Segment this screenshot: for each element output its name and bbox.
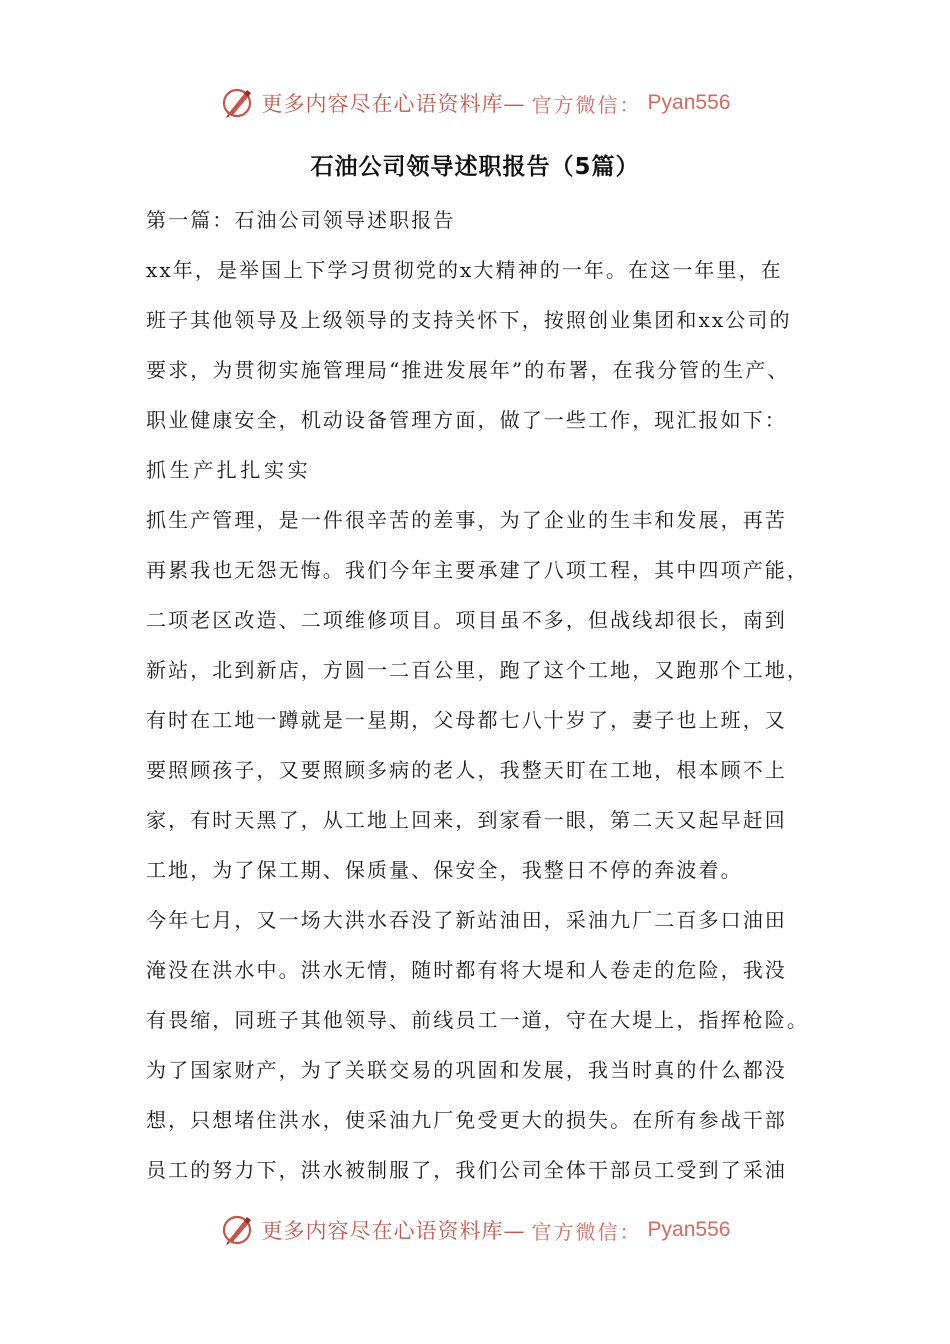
paragraph-line: 工地，为了保工期、保质量、保安全，我整日不停的奔波着。 bbox=[146, 858, 743, 882]
watermark-text: 更多内容尽在心语资料库— bbox=[261, 1219, 526, 1243]
paragraph-line: xx年，是举国上下学习贯彻党的x大精神的一年。在这一年里，在 bbox=[146, 258, 783, 282]
watermark-wechat-id: Pyan556 bbox=[647, 1218, 731, 1241]
paragraph-line: 新站，北到新店，方圆一二百公里，跑了这个工地，又跑那个工地， bbox=[146, 658, 809, 682]
pen-logo-icon bbox=[220, 1212, 256, 1248]
paragraph-line: 想，只想堵住洪水，使采油九厂免受更大的损失。在所有参战干部 bbox=[146, 1108, 787, 1132]
document-title: 石油公司领导述职报告（5篇） bbox=[310, 154, 640, 180]
paragraph-line: 员工的努力下，洪水被制服了，我们公司全体干部员工受到了采油 bbox=[146, 1158, 787, 1182]
paragraph-line: 淹没在洪水中。洪水无情，随时都有将大堤和人卷走的危险，我没 bbox=[146, 958, 787, 982]
paragraph-line: 职业健康安全，机动设备管理方面，做了一些工作，现汇报如下： bbox=[146, 408, 787, 432]
pen-logo-icon bbox=[220, 85, 256, 121]
watermark-banner-bottom bbox=[0, 1207, 950, 1253]
watermark-banner-top bbox=[0, 80, 950, 126]
paragraph-line: 要照顾孩子，又要照顾多病的老人，我整天盯在工地，根本顾不上 bbox=[146, 758, 787, 782]
section-heading: 第一篇：石油公司领导述职报告 bbox=[146, 208, 456, 232]
paragraph-line: 为了国家财产，为了关联交易的巩固和发展，我当时真的什么都没 bbox=[146, 1058, 787, 1082]
watermark-wechat-label: 官方微信： bbox=[531, 1219, 642, 1244]
watermark-wechat-id: Pyan556 bbox=[647, 91, 731, 114]
paragraph-line: 要求，为贯彻实施管理局“推进发展年”的布署，在我分管的生产、 bbox=[146, 358, 790, 382]
paragraph-line: 二项老区改造、二项维修项目。项目虽不多，但战线却很长，南到 bbox=[146, 608, 787, 632]
paragraph-line: 有时在工地一蹲就是一星期，父母都七八十岁了，妻子也上班，又 bbox=[146, 708, 787, 732]
paragraph-line: 有畏缩，同班子其他领导、前线员工一道，守在大堤上，指挥枪险。 bbox=[146, 1008, 809, 1032]
document-body bbox=[146, 198, 826, 1198]
watermark-wechat-label: 官方微信： bbox=[531, 92, 642, 117]
paragraph-line: 今年七月，又一场大洪水吞没了新站油田，采油九厂二百多口油田 bbox=[146, 908, 787, 932]
paragraph-line: 抓生产管理，是一件很辛苦的差事，为了企业的生丰和发展，再苦 bbox=[146, 508, 787, 532]
subsection-heading: 抓生产扎扎实实 bbox=[146, 458, 312, 482]
watermark-text: 更多内容尽在心语资料库— bbox=[261, 92, 526, 116]
paragraph-line: 再累我也无怨无悔。我们今年主要承建了八项工程，其中四项产能， bbox=[146, 558, 809, 582]
paragraph-line: 家，有时天黑了，从工地上回来，到家看一眼，第二天又起早赶回 bbox=[146, 808, 787, 832]
paragraph-line: 班子其他领导及上级领导的支持关怀下，按照创业集团和xx公司的 bbox=[146, 308, 792, 332]
